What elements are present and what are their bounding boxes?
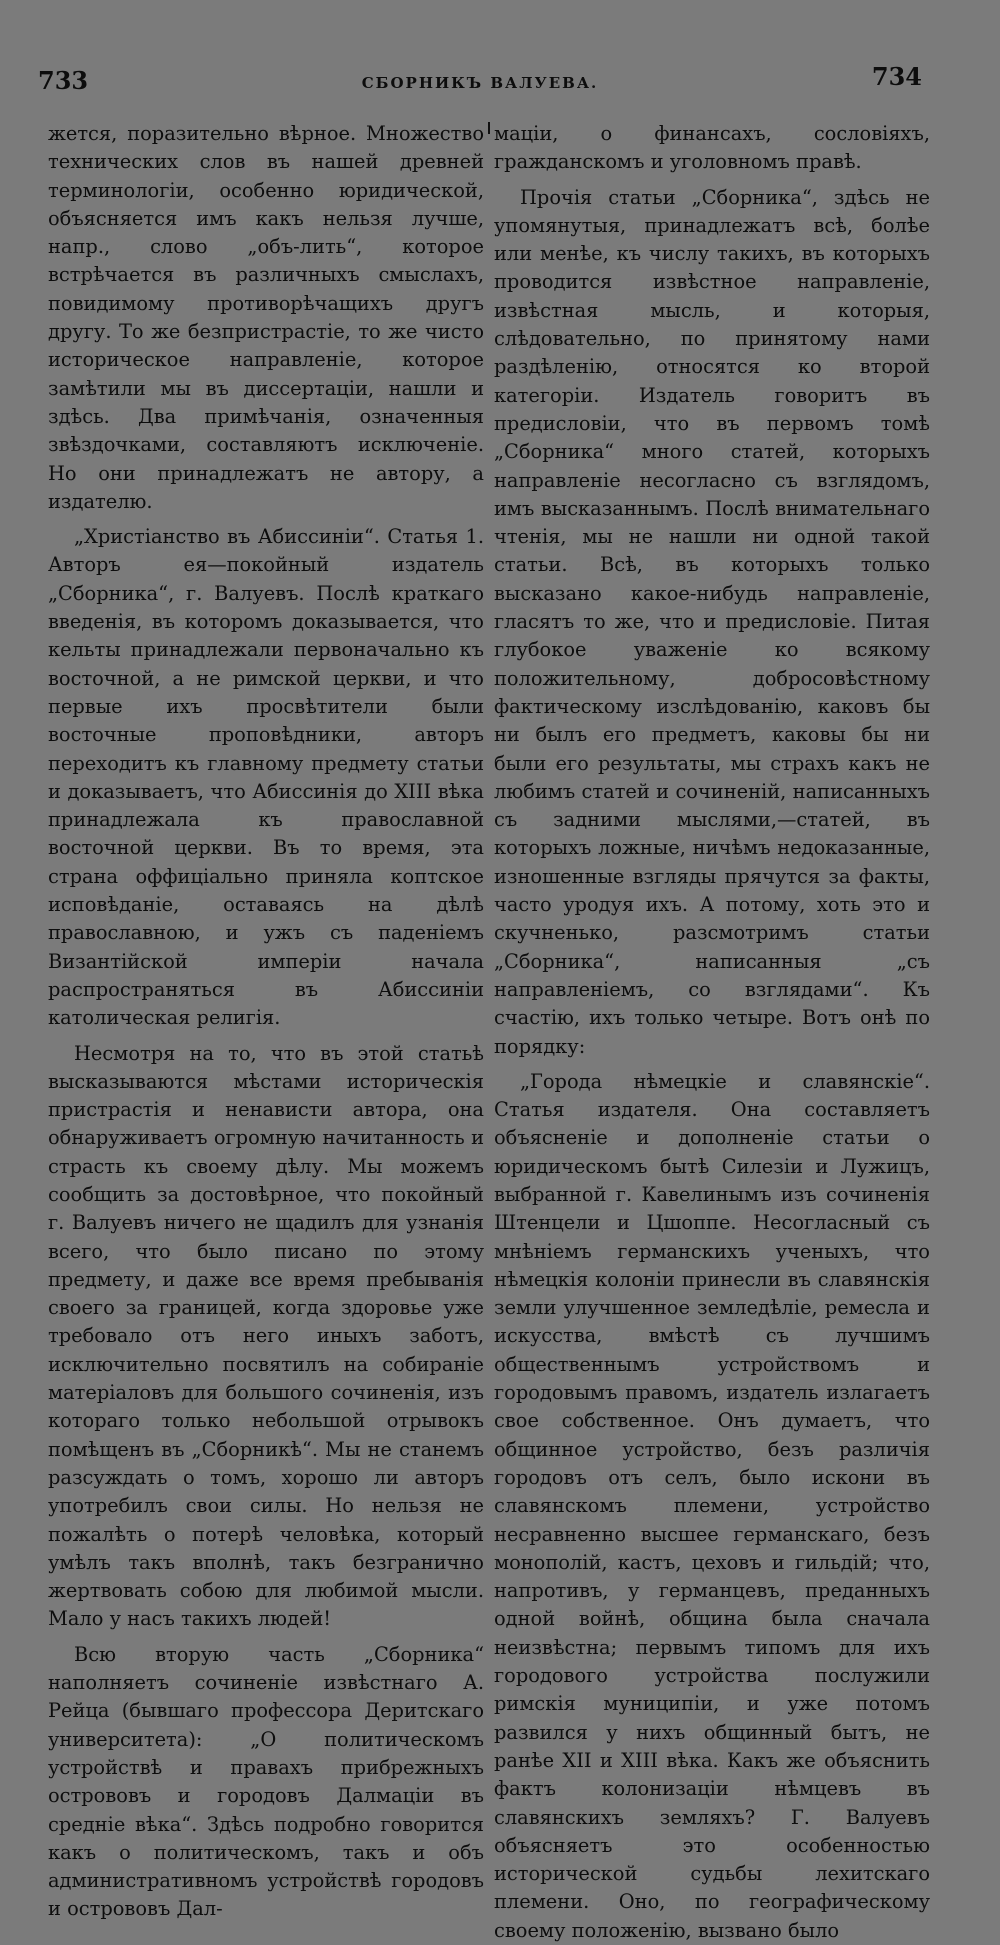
right-column	[494, 120, 930, 1945]
running-header	[38, 62, 922, 96]
paragraph: маціи, о финансахъ, сословіяхъ, гражданскомъ и уголовномъ правѣ.	[494, 122, 930, 174]
paragraph: Прочія статьи „Сборника“, здѣсь не упомянутыя, принадлежатъ всѣ, болѣе или менѣе, къ числу такихъ, въ которыхъ проводится извѣстное направленіе, извѣстная мысль, и которыя, слѣдовательно, по принятому нами раздѣленію, относятся ко второй категоріи. Издатель говоритъ въ предисловіи, что въ первомъ томѣ „Сборника“ много статей, которыхъ направленіе несогласно съ взглядомъ, имъ высказаннымъ. Послѣ внимательнаго чтенія, мы не нашли ни одной такой статьи. Всѣ, въ которыхъ только высказано какое-нибудь направленіе, гласятъ то же, что и предисловіе. Питая глубокое уваженіе ко всякому положительному, добросовѣстному фактическому изслѣдованію, каковъ бы ни былъ его предметъ, каковы бы ни были его результаты, мы страхъ какъ не любимъ статей и сочиненій, написанныхъ съ задними мыслями,—статей, въ которыхъ ложные, ничѣмъ недоказанные, изношенные взгляды прячутся за факты, часто уродуя ихъ. А потому, хоть это и скучненько, разсмотримъ статьи „Сборника“, написанныя „съ направленіемъ, со взглядами“. Къ счастію, ихъ только четыре. Вотъ онѣ по порядку:	[494, 185, 930, 1058]
paragraph: Несмотря на то, что въ этой статьѣ высказываются мѣстами историческія пристрастія и ненависти автора, она обнаруживаетъ огромную начитанность и страсть къ своему дѣлу. Мы можемъ сообщить за достовѣрное, что покойный г. Валуевъ ничего не щадилъ для узнанія всего, что было писано по этому предмету, и даже все время пребыванія своего за границей, когда здоровье уже требовало отъ него иныхъ заботъ, исключительно посвятилъ на собираніе матеріаловъ для большого сочиненія, изъ котораго только небольшой отрывокъ помѣщенъ въ „Сборникѣ“. Мы не станемъ разсуждать о томъ, хорошо ли авторъ употребилъ свои силы. Но нельзя не пожалѣть о потерѣ человѣка, который умѣлъ такъ вполнѣ, такъ безгранично жертвовать собою для любимой мысли. Мало у насъ такихъ людей!	[48, 1041, 484, 1631]
left-column	[48, 120, 484, 1924]
column-divider	[488, 122, 490, 134]
page-number-right: 734	[871, 62, 922, 91]
running-title: СБОРНИКЪ ВАЛУЕВА.	[361, 74, 599, 92]
paragraph: жется, поразительно вѣрное. Множество технических слов въ нашей древней терминологіи, особенно юридической, объясняется имъ какъ нельзя лучше, напр., слово „объ-лить“, которое встрѣчается въ различныхъ смыслахъ, повидимому противорѣчащихъ другъ другу. То же безпристрастіе, то же чисто историческое направленіе, которое замѣтили мы въ диссертаціи, нашли и здѣсь. Два примѣчанія, означенныя звѣздочками, составляютъ исключеніе. Но они принадлежатъ не автору, а издателю.	[48, 122, 484, 513]
page-number-left: 733	[38, 66, 89, 95]
paragraph: „Христіанство въ Абиссиніи“. Статья 1. Авторъ ея—покойный издатель „Сборника“, г. Валуевъ. Послѣ краткаго введенія, въ которомъ доказывается, что кельты принадлежали первоначально къ восточной, а не римской церкви, и что первые ихъ просвѣтители были восточные проповѣдники, авторъ переходитъ къ главному предмету статьи и доказываетъ, что Абиссинія до XIII вѣка принадлежала къ православной восточной церкви. Въ то время, эта страна оффиціально приняла коптское исповѣданіе, оставаясь на дѣлѣ православною, и ужъ съ паденіемъ Византійской имперіи начала распространяться въ Абиссиніи католическая религія.	[48, 525, 484, 1030]
paragraph: Всю вторую часть „Сборника“ наполняетъ сочиненіе извѣстнаго А. Рейца (бывшаго профессора Деритскаго университета): „О политическомъ устройствѣ и правахъ прибрежныхъ острововъ и городовъ Далмаціи въ средніе вѣка“. Здѣсь подробно говорится какъ о политическомъ, такъ и объ административномъ устройствѣ городовъ и острововъ Дал-	[48, 1642, 484, 1921]
paragraph: „Города нѣмецкіе и славянскіе“. Статья издателя. Она составляетъ объясненіе и дополненіе статьи о юридическомъ бытѣ Силезіи и Лужицъ, выбранной г. Кавелинымъ изъ сочиненія Штенцели и Цшоппе. Несогласный съ мнѣніемъ германскихъ ученыхъ, что нѣмецкія колоніи принесли въ славянскія земли улучшенное земледѣліе, ремесла и искусства, вмѣстѣ съ лучшимъ общественнымъ устройствомъ и городовымъ правомъ, издатель излагаетъ свое собственное. Онъ думаетъ, что общинное устройство, безъ различія городовъ отъ селъ, было искони въ славянскомъ племени, устройство несравненно высшее германскаго, безъ монополій, кастъ, цеховъ и гильдій; что, напротивъ, у германцевъ, преданныхъ одной войнѣ, община была сначала неизвѣстна; первымъ типомъ для ихъ городового устройства послужили римскія муниципіи, и уже потомъ развился у нихъ общинный бытъ, не ранѣе XII и XIII вѣка. Какъ же объяснить фактъ колонизаціи нѣмцевъ въ славянскихъ земляхъ? Г. Валуевъ объясняетъ это особенностью исторической судьбы лехитскаго племени. Оно, по географическому своему положенію, вызвано было	[494, 1069, 930, 1942]
